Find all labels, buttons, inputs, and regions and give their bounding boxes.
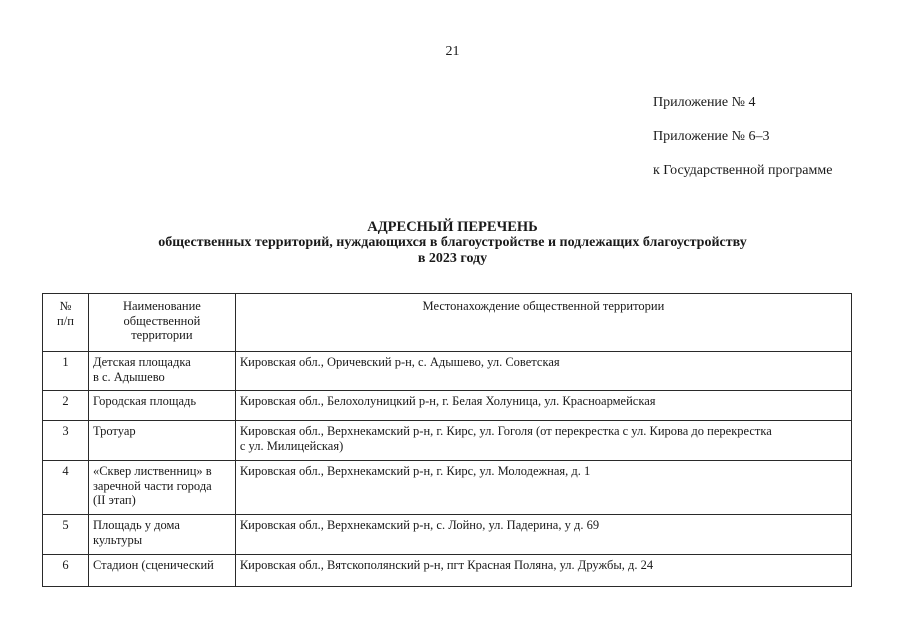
- header-location-text: Местонахождение общественной территории: [422, 299, 665, 313]
- row-num-text: 4: [62, 464, 69, 478]
- table-row: [43, 555, 852, 587]
- table-row: [43, 352, 852, 391]
- row-num: [43, 515, 89, 555]
- row-name-text: Детская площадка в с. Адышево: [92, 355, 191, 384]
- row-num: [43, 352, 89, 391]
- header-location: [235, 294, 851, 352]
- table-header-row: [43, 294, 852, 352]
- header-name: [88, 294, 235, 352]
- row-location: [235, 461, 851, 515]
- row-num-text: 6: [62, 558, 69, 572]
- row-name: [88, 515, 235, 555]
- appendix-line-2: Приложение № 6–3: [653, 129, 770, 144]
- row-location: [235, 515, 851, 555]
- row-name: [88, 391, 235, 421]
- row-num-text: 5: [62, 518, 69, 532]
- document-subtitle: общественных территорий, нуждающихся в благоустройстве и подлежащих благоустройству: [158, 235, 747, 250]
- header-num-text: № п/п: [57, 299, 74, 328]
- appendix-line-3: к Государственной программе: [653, 163, 833, 178]
- header-name-text: Наименование общественной территории: [122, 299, 201, 342]
- row-location-text: Кировская обл., Белохолуницкий р-н, г. Белая Холуница, ул. Красноармейская: [239, 394, 656, 408]
- table-row: [43, 461, 852, 515]
- row-location: [235, 421, 851, 461]
- row-num: [43, 421, 89, 461]
- row-num: [43, 391, 89, 421]
- row-name-text: Городская площадь: [92, 394, 197, 408]
- row-name-text: Стадион (сценический: [92, 558, 214, 572]
- row-num-text: 3: [62, 424, 69, 438]
- document-year: в 2023 году: [417, 251, 488, 266]
- document-title-block: [0, 219, 905, 267]
- page-number: 21: [445, 44, 460, 59]
- row-name: [88, 555, 235, 587]
- row-name: [88, 421, 235, 461]
- row-location-text: Кировская обл., Верхнекамский р-н, с. Лойно, ул. Падерина, у д. 69: [239, 518, 600, 532]
- appendix-line-1: Приложение № 4: [653, 95, 756, 110]
- table-row: [43, 391, 852, 421]
- row-name-text: Тротуар: [92, 424, 136, 438]
- row-name-text: Площадь у дома культуры: [92, 518, 180, 547]
- row-name-text: «Сквер лиственниц» в заречной части города (II этап): [92, 464, 212, 507]
- row-location-text: Кировская обл., Верхнекамский р-н, г. Кирс, ул. Гоголя (от перекрестка с ул. Кирова до перекрестка с ул. Милицейская): [239, 424, 772, 453]
- row-location-text: Кировская обл., Вятскополянский р-н, пгт Красная Поляна, ул. Дружбы, д. 24: [239, 558, 654, 572]
- row-name: [88, 461, 235, 515]
- row-location-text: Кировская обл., Оричевский р-н, с. Адышево, ул. Советская: [239, 355, 560, 369]
- document-title: АДРЕСНЫЙ ПЕРЕЧЕНЬ: [367, 219, 538, 235]
- header-num: [43, 294, 89, 352]
- row-num: [43, 461, 89, 515]
- row-name: [88, 352, 235, 391]
- row-num-text: 1: [62, 355, 69, 369]
- row-num-text: 2: [62, 394, 69, 408]
- row-location-text: Кировская обл., Верхнекамский р-н, г. Кирс, ул. Молодежная, д. 1: [239, 464, 591, 478]
- row-location: [235, 555, 851, 587]
- row-location: [235, 391, 851, 421]
- row-location: [235, 352, 851, 391]
- row-num: [43, 555, 89, 587]
- table-row: [43, 421, 852, 461]
- territory-table: [42, 293, 852, 587]
- table-row: [43, 515, 852, 555]
